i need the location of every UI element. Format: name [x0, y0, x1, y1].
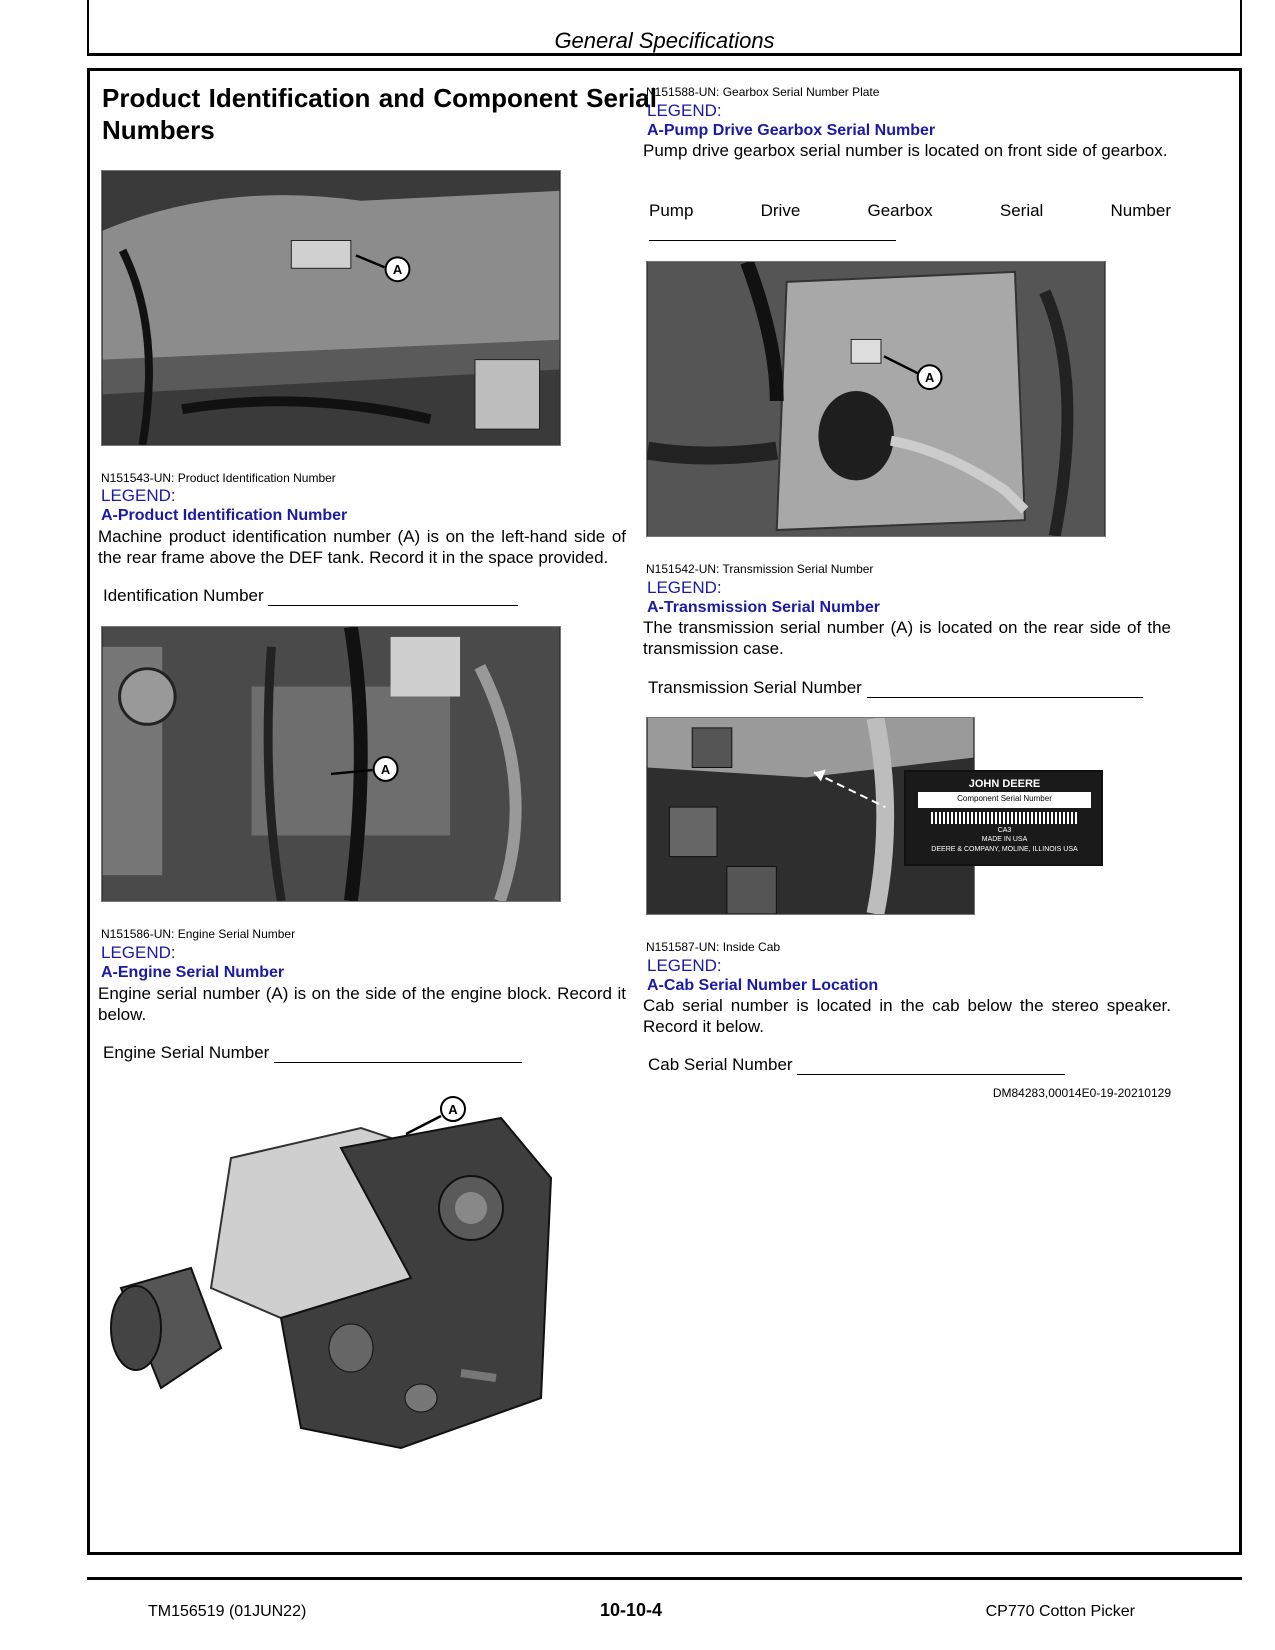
transmission-serial-label: Transmission Serial Number [648, 678, 862, 697]
cab-legend: LEGEND: [647, 956, 722, 975]
transmission-serial-field[interactable] [648, 678, 1143, 698]
engine-serial-blank[interactable] [274, 1044, 522, 1063]
product-id-body: Machine product identification number (A) is on the left-hand side of the rear frame above the DEF tank. Record it in the space provided. [98, 527, 626, 567]
transmission-legend: LEGEND: [647, 578, 722, 597]
product-id-photo [101, 170, 561, 446]
plate-maker: DEERE & COMPANY, MOLINE, ILLINOIS USA [931, 846, 1078, 853]
product-id-legend-item: A-Product Identification Number [101, 507, 348, 524]
cab-body: Cab serial number is located in the cab below the stereo speaker. Record it below. [643, 996, 1171, 1036]
cab-serial-field[interactable] [648, 1055, 1065, 1075]
svg-text:A: A [392, 262, 403, 278]
plate-brand: JOHN DEERE [968, 778, 1041, 790]
svg-text:A: A [448, 1102, 458, 1117]
identification-number-blank[interactable] [268, 587, 518, 606]
transmission-caption: N151542-UN: Transmission Serial Number [646, 562, 874, 576]
barcode-icon [931, 812, 1079, 824]
gearbox-legend: LEGEND: [647, 101, 722, 120]
cab-legend-item: A-Cab Serial Number Location [647, 977, 879, 994]
transmission-illustration [101, 1088, 561, 1460]
gearbox-legend-item: A-Pump Drive Gearbox Serial Number [647, 122, 936, 139]
document-reference: DM84283,00014E0-19-20210129 [992, 1086, 1171, 1100]
gearbox-body: Pump drive gearbox serial number is located on front side of gearbox. [643, 141, 1168, 160]
plate-code: CA3 [997, 827, 1012, 834]
cab-serial-blank[interactable] [797, 1056, 1065, 1075]
footer-manual-id: TM156519 (01JUN22) [148, 1603, 307, 1620]
header-title: General Specifications [554, 28, 775, 53]
engine-caption: N151586-UN: Engine Serial Number [101, 927, 296, 941]
footer-page-number: 10-10-4 [600, 1600, 663, 1620]
transmission-legend-item: A-Transmission Serial Number [647, 599, 880, 616]
gearbox-serial-blank[interactable] [649, 222, 896, 241]
section-title: Product Identification and Component Serial Numbers [102, 83, 657, 145]
transmission-serial-blank[interactable] [867, 679, 1143, 698]
cab-serial-plate-inset [904, 770, 1103, 866]
cab-caption: N151587-UN: Inside Cab [646, 940, 781, 954]
engine-photo [101, 626, 561, 902]
product-id-caption: N151543-UN: Product Identification Number [101, 471, 336, 485]
engine-legend: LEGEND: [101, 943, 176, 962]
identification-number-field[interactable] [103, 586, 518, 606]
svg-text:A: A [380, 761, 391, 777]
gearbox-caption: N151588-UN: Gearbox Serial Number Plate [646, 85, 880, 99]
footer-model: CP770 Cotton Picker [985, 1603, 1135, 1620]
engine-legend-item: A-Engine Serial Number [101, 964, 285, 981]
identification-number-label: Identification Number [103, 586, 264, 605]
gearbox-serial-label: Pump Drive Gearbox Serial Number [649, 201, 1171, 220]
cab-serial-label: Cab Serial Number [648, 1055, 793, 1074]
plate-title: Component Serial Number [957, 794, 1052, 803]
plate-made: MADE IN USA [981, 836, 1028, 843]
page-header [87, 0, 1242, 56]
gearbox-photo [646, 261, 1106, 537]
svg-text:A: A [924, 370, 935, 386]
transmission-body: The transmission serial number (A) is located on the rear side of the transmission case. [643, 618, 1171, 658]
engine-body: Engine serial number (A) is on the side of the engine block. Record it below. [98, 984, 626, 1024]
product-id-legend: LEGEND: [101, 486, 176, 505]
engine-serial-label: Engine Serial Number [103, 1043, 270, 1062]
left-column [102, 82, 657, 146]
engine-serial-field[interactable] [103, 1043, 522, 1063]
footer-rule [87, 1577, 1242, 1580]
